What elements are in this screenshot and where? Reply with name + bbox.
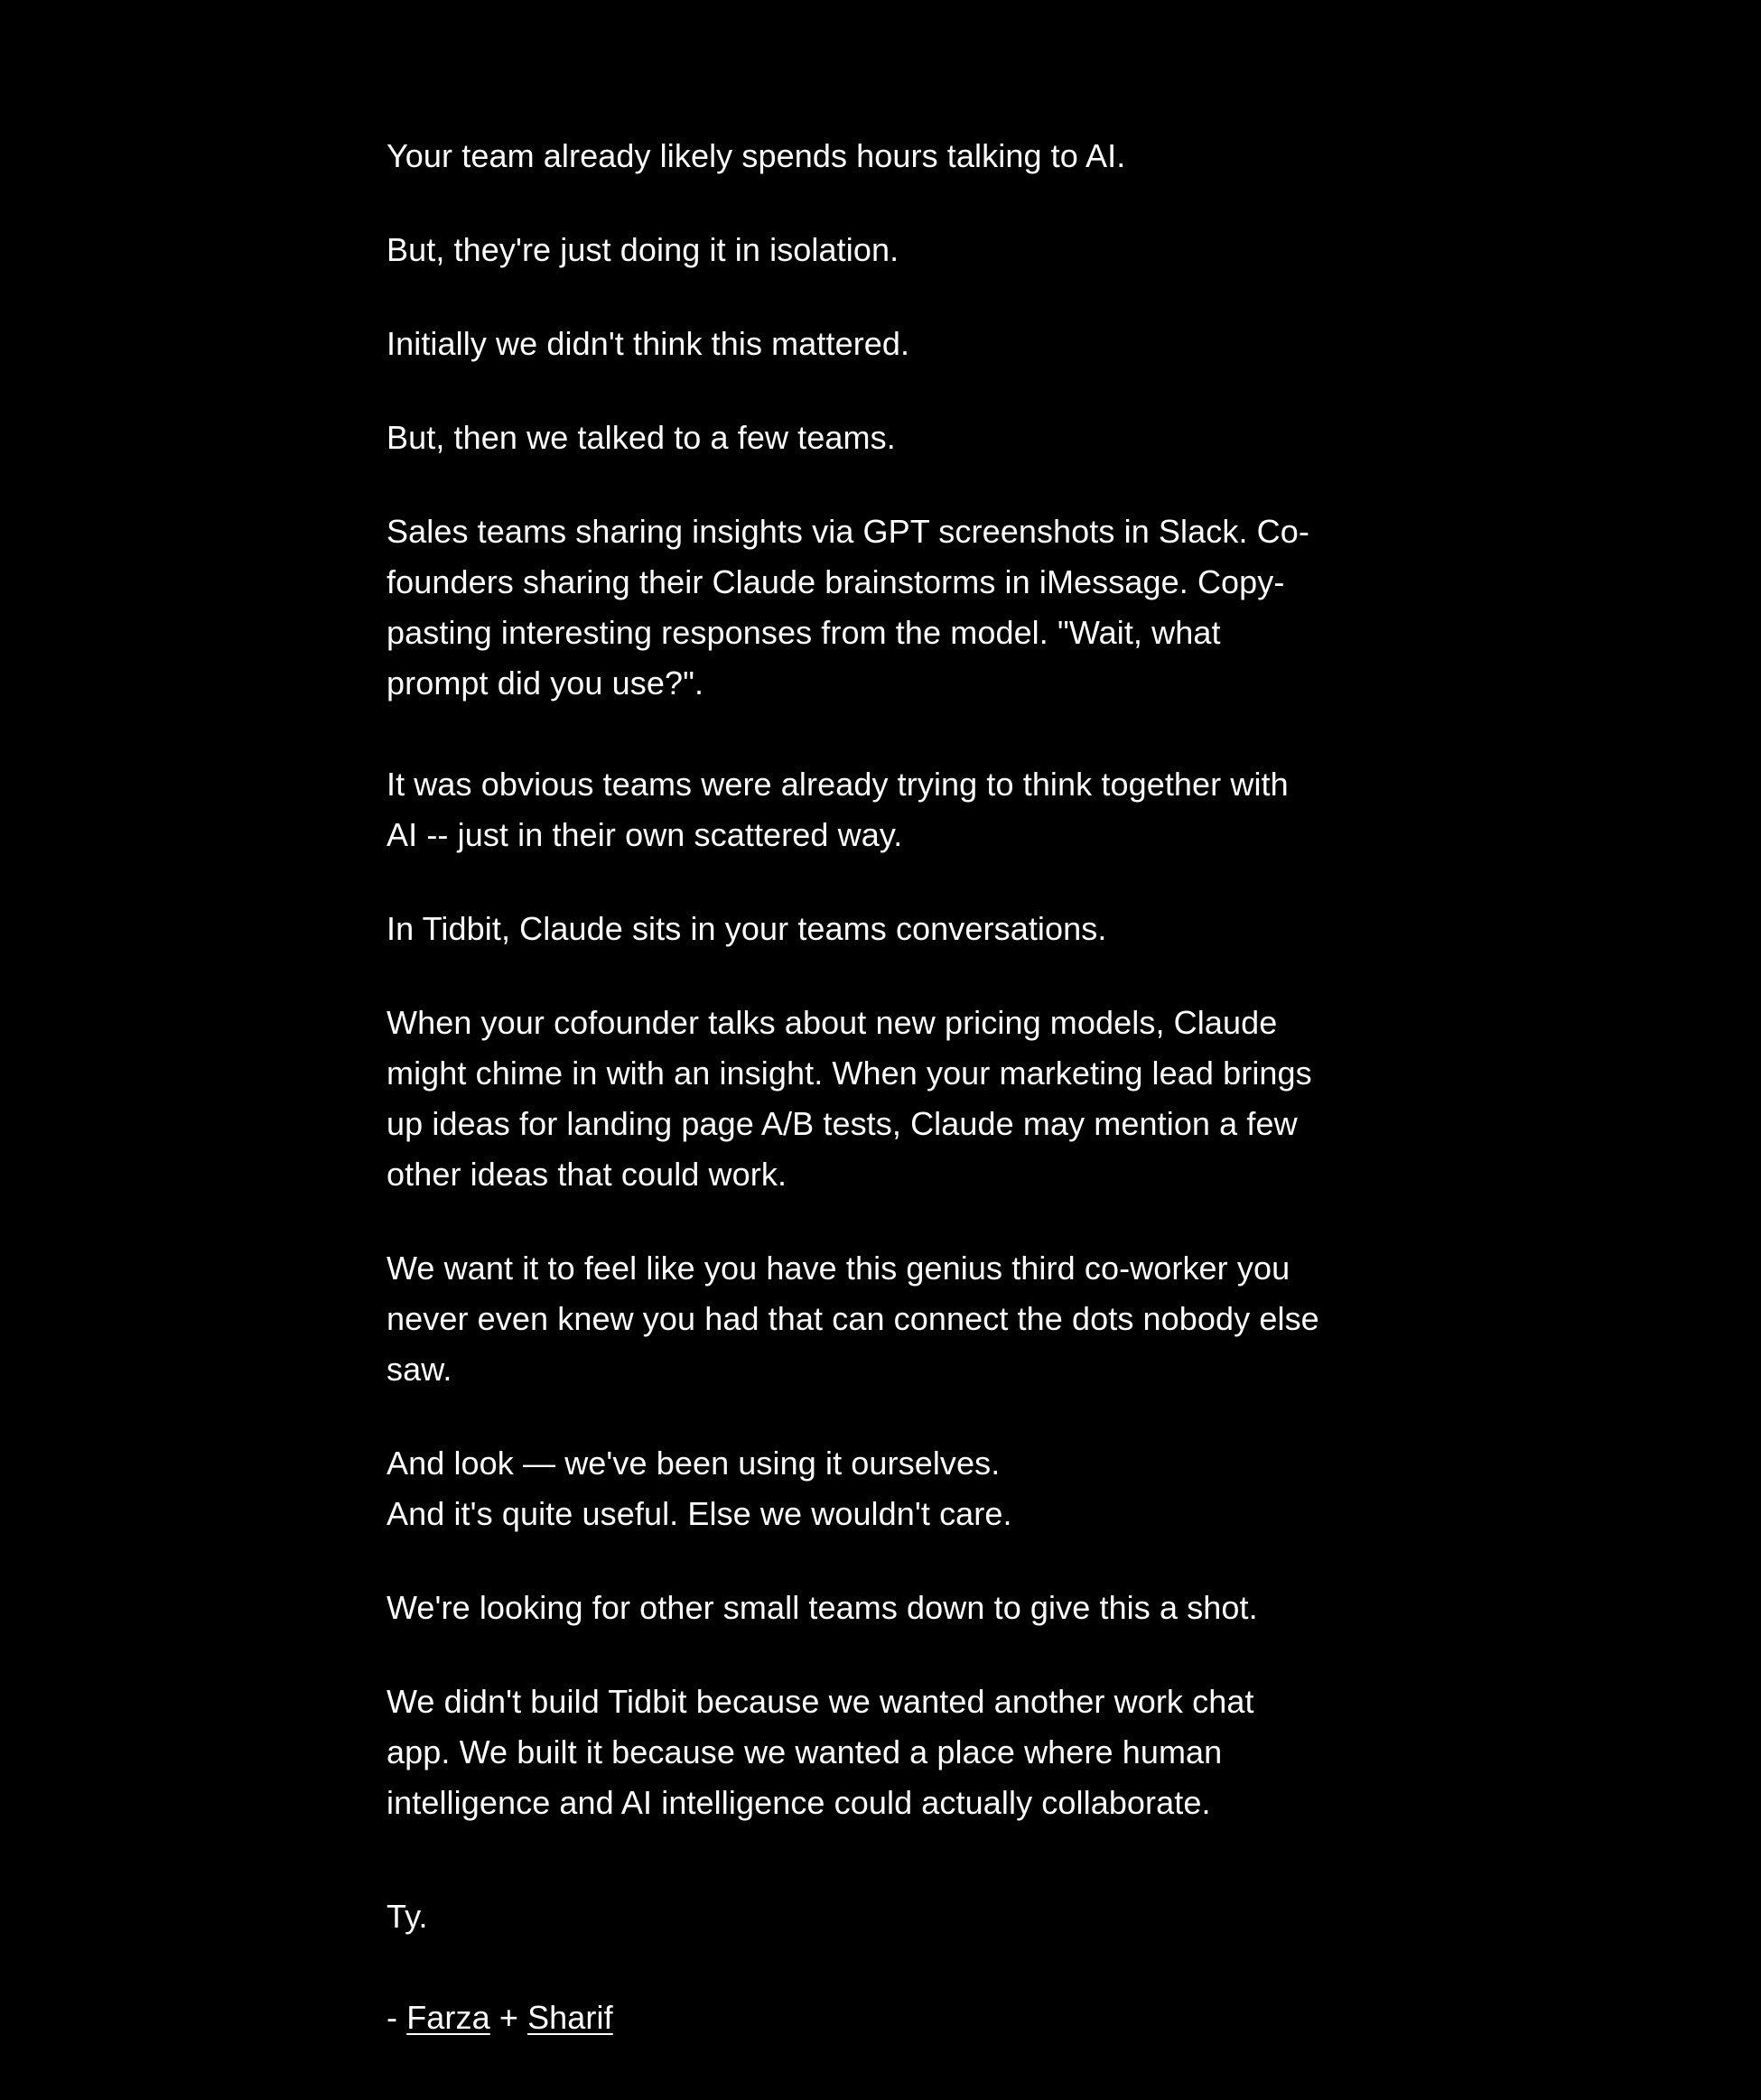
paragraph-obvious: It was obvious teams were already trying to think together with AI -- just in their own scattered way.	[387, 766, 1289, 853]
paragraph-intro: Your team already likely spends hours talking to AI.	[387, 137, 1126, 174]
paragraph-using-it-line2: And it's quite useful. Else we wouldn't care.	[387, 1495, 1012, 1532]
paragraph-use-cases: When your cofounder talks about new pricing models, Claude might chime in with an insight. When your marketing lead brings up ideas for landing page A/B tests, Claude may mention a few other ideas that could work.	[387, 1004, 1312, 1193]
sharif-link[interactable]: Sharif	[527, 1999, 613, 2036]
paragraph-initially: Initially we didn't think this mattered.	[387, 325, 910, 362]
paragraph-using-it-line1: And look — we've been using it ourselves.	[387, 1445, 1001, 1482]
signature	[387, 1993, 1326, 2043]
paragraph-looking-for-teams: We're looking for other small teams down to give this a shot.	[387, 1589, 1258, 1626]
paragraph-tidbit-claude: In Tidbit, Claude sits in your teams conversations.	[387, 910, 1107, 947]
farza-link[interactable]: Farza	[406, 1999, 490, 2036]
signature-joiner: +	[489, 1999, 528, 2036]
paragraph-examples: Sales teams sharing insights via GPT screenshots in Slack. Co-founders sharing their Claude brainstorms in iMessage. Copy-pasting interesting responses from the model. "Wait, what prompt did you use?".	[387, 513, 1309, 702]
signature-prefix: -	[387, 1999, 407, 2036]
paragraph-genius-coworker: We want it to feel like you have this genius third co-worker you never even knew you had that can connect the dots nobody else saw.	[387, 1250, 1319, 1388]
paragraph-talked-to-teams: But, then we talked to a few teams.	[387, 419, 896, 456]
paragraph-why-built: We didn't build Tidbit because we wanted another work chat app. We built it because we wanted a place where human intelligence and AI intelligence could actually collaborate.	[387, 1683, 1254, 1821]
paragraph-isolation: But, they're just doing it in isolation.	[387, 231, 899, 268]
signoff: Ty.	[387, 1898, 428, 1935]
paragraph-using-it	[387, 1438, 1326, 1539]
letter-body	[387, 131, 1326, 2086]
